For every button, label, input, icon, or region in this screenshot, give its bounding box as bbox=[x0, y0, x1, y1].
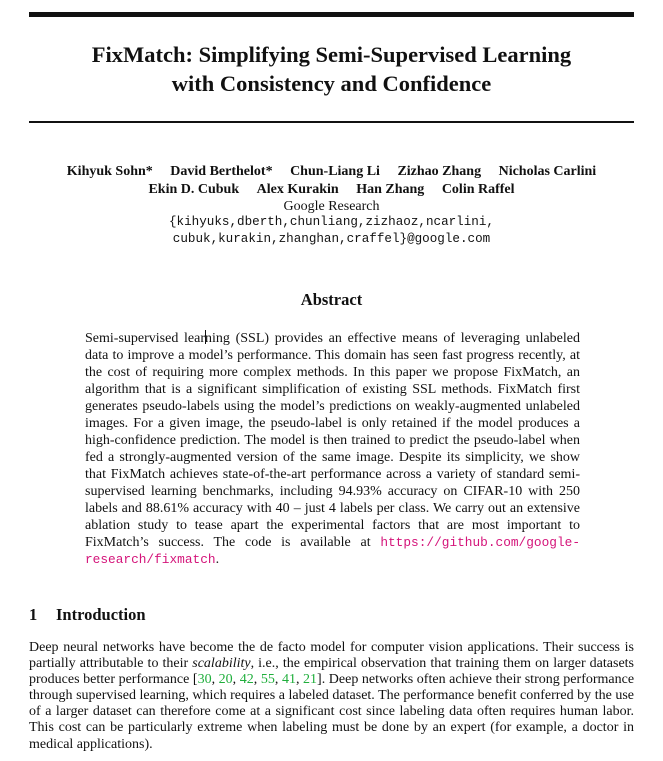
author: Colin Raffel bbox=[441, 182, 515, 197]
author: Han Zhang bbox=[356, 182, 425, 197]
section-heading bbox=[29, 605, 634, 625]
abstract-text: ning (SSL) provides an effective means of leveraging unlabeled data to improve a model’s performance. This domain has seen fast progress recently, at the cost of requiring more complex methods. In this paper we propose FixMatch, an algorithm that is a significant simplification of existing SSL methods. FixMatch first generates pseudo-labels using the model’s predictions on weakly-augmented unlabeled images. For a given image, the pseudo-label is only retained if the model produces a high-confidence prediction. The model is then trained to predict the pseudo-label when fed a strongly-augmented version of the same image. Despite its simplicity, we show that FixMatch achieves state-of-the-art performance across a variety of standard semi-supervised learning benchmarks, including 94.93% accuracy on CIFAR-10 with 250 labels and 88.61% accuracy with 40 – just 4 labels per class. We carry out an extensive ablation study to tease apart the experimental factors that are most important to FixMatch’s success. The code is available at bbox=[85, 331, 581, 550]
author-list bbox=[29, 163, 634, 199]
email-line-1: {kihyuks,dberth,chunliang,zizhaoz,ncarlini, bbox=[169, 215, 494, 229]
authors-row-1 bbox=[29, 163, 634, 181]
citation-link[interactable]: 21 bbox=[303, 672, 318, 688]
citation-link[interactable]: 42 bbox=[239, 672, 254, 688]
author: Zizhao Zhang bbox=[397, 164, 482, 179]
author: Nicholas Carlini bbox=[498, 164, 597, 179]
authors-row-2 bbox=[29, 181, 634, 199]
abstract-end: . bbox=[215, 552, 220, 567]
intro-text: ]. Deep networks often achieve their strong performance through supervised learning, which requires a labeled dataset. The performance benefit conferred by the use of a larger dataset can therefore come at a significant cost since labeling data often requires human labor. This cost can be particularly extreme when labeling must be done by an expert (for example, a doctor in medical applications). bbox=[29, 672, 635, 752]
abstract-heading: Abstract bbox=[300, 290, 363, 309]
affiliation: Google Research bbox=[283, 199, 380, 214]
author: Chun-Liang Li bbox=[290, 164, 380, 179]
citation-link[interactable]: 20 bbox=[218, 672, 233, 688]
intro-paragraph: Deep neural networks have become the de facto model for computer vision applications. Their success is partially attributable to their scalability, i.e., the empirical observation that training them on larger datasets produces better performance [30, 20, 42, 55, 41, 21]. Deep networks often achieve their strong performance through supervised learning, which requires a labeled dataset. The performance benefit conferred by the use of a larger dataset can therefore come at a significant cost since labeling data often requires human labor. This cost can be particularly extreme when labeling must be done by an expert (for example, a doctor in medical applications). bbox=[29, 640, 635, 752]
code-link[interactable]: https://github.com/google-research/fixmatch bbox=[85, 535, 580, 567]
author: Alex Kurakin bbox=[256, 182, 339, 197]
section-title: Introduction bbox=[56, 605, 146, 624]
email-line-2: cubuk,kurakin,zhanghan,craffel}@google.com bbox=[172, 232, 491, 246]
intro-text: Deep neural networks have become the de facto model for computer vision applications. Their success is partially attributable to their bbox=[29, 640, 634, 672]
title-top-rule bbox=[29, 12, 634, 17]
author: Ekin D. Cubuk bbox=[148, 182, 240, 197]
abstract-body bbox=[85, 330, 580, 568]
title-line-1: FixMatch: Simplifying Semi-Supervised Learning bbox=[91, 42, 572, 67]
title-bottom-rule bbox=[29, 121, 634, 123]
intro-text: , i.e., the empirical observation that training them on larger datasets produces better performance [ bbox=[29, 656, 634, 688]
title-line-2: with Consistency and Confidence bbox=[171, 71, 492, 96]
abstract-text: Semi-supervised lear bbox=[85, 331, 205, 346]
paper-title bbox=[29, 40, 634, 98]
author: Kihyuk Sohn* bbox=[66, 164, 153, 179]
citation-link[interactable]: 30 bbox=[197, 672, 212, 688]
intro-emphasis: scalability bbox=[192, 656, 251, 672]
citation-link[interactable]: 55 bbox=[260, 672, 275, 688]
section-number: 1 bbox=[29, 605, 38, 624]
citation-link[interactable]: 41 bbox=[281, 672, 296, 688]
author: David Berthelot* bbox=[170, 164, 273, 179]
author-emails bbox=[29, 214, 634, 248]
